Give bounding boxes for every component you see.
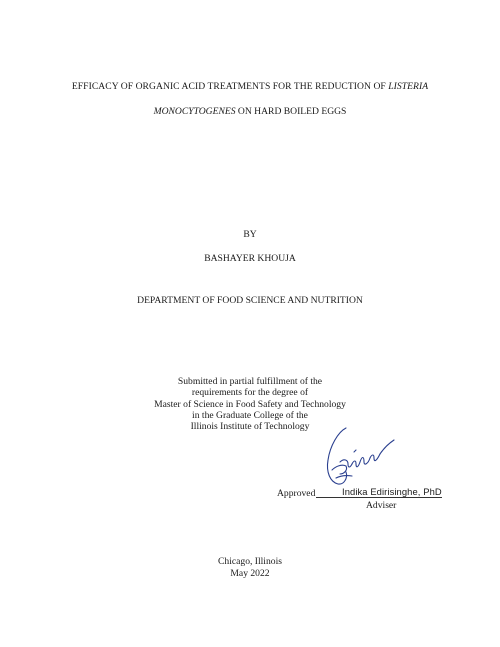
thesis-title-suffix: ON HARD BOILED EGGS (235, 106, 347, 117)
location: Chicago, Illinois (218, 556, 282, 567)
by-label: BY (243, 229, 257, 240)
author-name: BASHAYER KHOUJA (204, 253, 296, 264)
submission-line: Master of Science in Food Safety and Technology (154, 398, 346, 410)
adviser-signature (318, 426, 398, 492)
submission-line: requirements for the degree of (191, 387, 309, 399)
submission-line: in the Graduate College of the (192, 409, 308, 421)
thesis-title-italic-genus: LISTERIA (388, 81, 429, 92)
thesis-title-prefix: EFFICACY OF ORGANIC ACID TREATMENTS FOR THE REDUCTION OF (71, 81, 389, 92)
thesis-title-line-1 (0, 81, 500, 93)
submission-statement (0, 376, 500, 432)
adviser-role: Adviser (366, 500, 397, 511)
approved-label: Approved (277, 488, 316, 499)
submission-line: Submitted in partial fulfillment of the (177, 376, 323, 387)
department-name: DEPARTMENT OF FOOD SCIENCE AND NUTRITION (137, 295, 363, 306)
thesis-title-italic-species: MONOCYTOGENES (153, 106, 236, 117)
submission-date: May 2022 (230, 568, 270, 579)
thesis-title-line-2 (0, 106, 500, 118)
submission-line: Illinois Institute of Technology (190, 421, 310, 433)
adviser-name: Indika Edirisinghe, PhD (342, 486, 442, 497)
